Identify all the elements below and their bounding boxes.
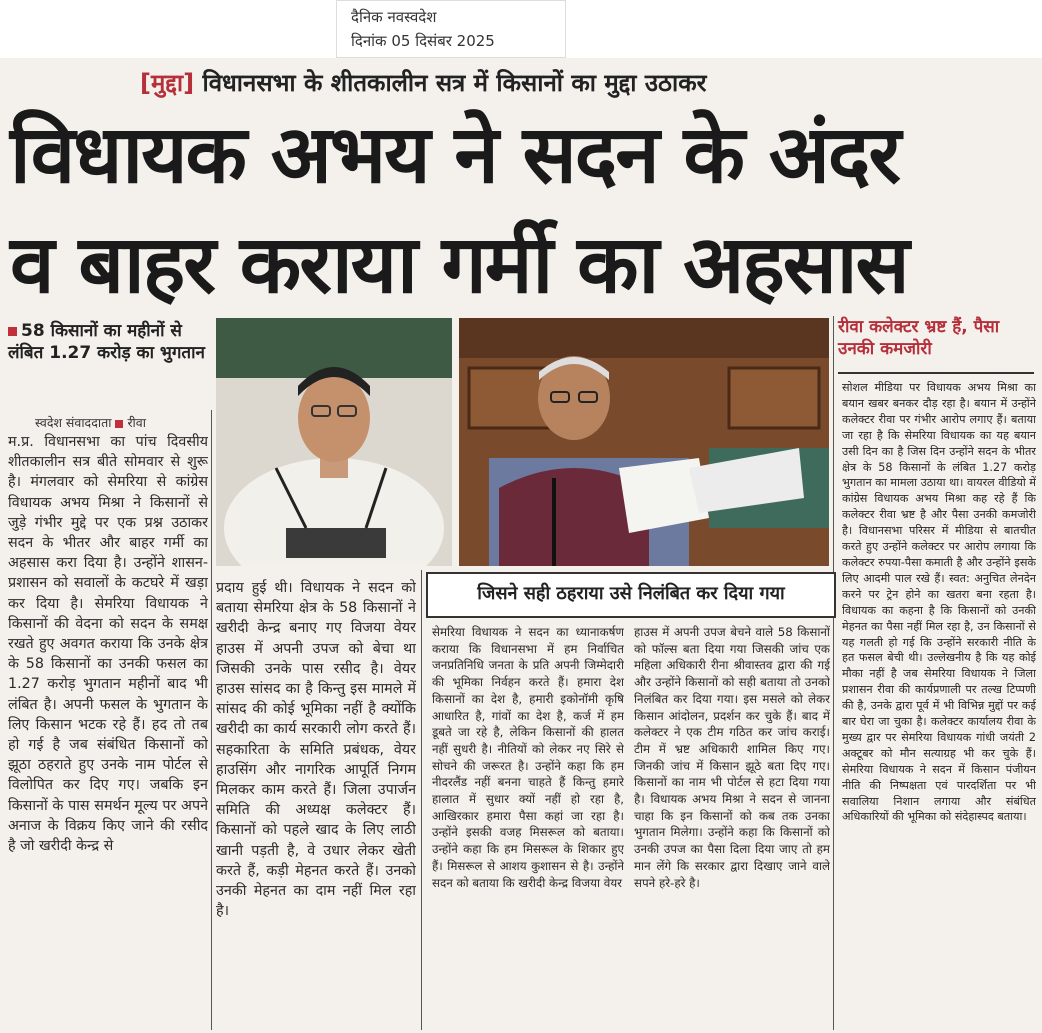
photo-legislator-portrait <box>216 318 452 566</box>
clipping-date: दिनांक 05 दिसंबर 2025 <box>351 32 495 50</box>
article-headline <box>10 100 1035 320</box>
box-story-column-1: सेमरिया विधायक ने सदन का ध्यानाकर्षण कराया कि विधानसभा में हम निर्वाचित जनप्रतिनिधि जनता के प्रति अपनी जिम्मेदारी की भूमिका निर्वहन करते हैं। हमारा देश किसानों का देश है, हमारी इकोनॉमी कृषि आधारित है, गांवों का देश है, कर्ज में हम डूबते जा रहे है, लेकिन किसानों की हालत नहीं सुधरी है। नीतियों को लेकर नए सिरे से सोचने की जरूरत है। उन्होंने कहा कि हम नीदरलैंड नहीं बनना चाहते हैं किन्तु हमारे हालात में सुधार क्यों नहीं हो रहा है, आखिरकार हमारा पैसा कहां जा रहा है। उन्होंने इसकी वजह मिसरूल को बताया। उन्होंने कहा कि हम मिसरूल के शिकार हुए हैं। मिसरूल से आशय कुशासन से है। उन्होंने सदन को बताया कि खरीदी केन्द्र विजया वेयर <box>432 625 624 890</box>
red-bullet-icon <box>115 420 123 428</box>
column-divider <box>833 316 834 1030</box>
article-column-2: प्रदाय हुई थी। विधायक ने सदन को बताया सेमरिया क्षेत्र के 58 किसानों ने खरीदी केन्द्र बनाए गए विजया वेयर हाउस में अपनी उपज को बेचा था जिसकी उनके पास रसीद है। वेयर हाउस सांसद का है किन्तु इस मामले में सांसद की कोई भूमिका नहीं है क्योंकि खरीदी का कार्य सरकारी लोग करते हैं। सहकारिता के समिति प्रबंधक, वेयर हाउसिंग और नागरिक आपूर्ति निगम मिलकर काम करते हैं। जिला उपार्जन समिति की अध्यक्ष कलेक्टर हैं। किसानों को पहले खाद के लिए लाठी खानी पड़ती है, वे उधार लेकर खेती करते हैं, कड़ी मेहनत करते हैं। उनको उनकी मेहनत का दाम नहीं मिल रहा है। <box>216 580 416 920</box>
red-bullet-icon <box>8 327 17 336</box>
byline <box>35 414 215 431</box>
box-story-column-2: हाउस में अपनी उपज बेचने वाले 58 किसानों को फॉल्स बता दिया गया जिसकी जांच एक महिला अधिकारी रीना श्रीवास्तव द्वारा की गई और उन्होंने किसानों को सही बताया तो उनको निलंबित कर दिया गया। इस मसले को लेकर किसान आंदोलन, प्रदर्शन कर चुके हैं। बाद में कलेक्टर ने एक टीम गठित कर जांच कराई। टीम में भ्रष्ट अधिकारी शामिल किए गए। जिनकी जांच में किसान झूठे बता दिए गए। किसानों का नाम भी पोर्टल से हटा दिया गया है। विधायक अभय मिश्रा ने सदन से जानना चाहा कि इन किसानों को कब तक उनका भुगतान मिलेगा। उन्होंने कहा कि किसानों को उनकी उपज का पैसा दिला दिया जाए तो हम मान लेंगे कि सरकार द्वारा दिखाए जाने वाले सपने हरे-हरे है। <box>634 625 830 890</box>
article-kicker <box>140 66 1020 99</box>
headline-line-2: व बाहर कराया गर्मी का अहसास <box>10 218 908 311</box>
portrait-illustration <box>216 318 452 566</box>
column-divider <box>421 570 422 1030</box>
byline-place: रीवा <box>127 415 146 430</box>
headline-line-1: विधायक अभय ने सदन के अंदर <box>10 108 900 201</box>
column-divider <box>211 410 212 1030</box>
article-column-1: म.प्र. विधानसभा का पांच दिवसीय शीतकालीन सत्र बीते सोमवार से शुरू है। मंगलवार को सेमरिया से कांग्रेस विधायक अभय मिश्रा ने किसानों से जुड़े गंभीर मुद्दे पर एक प्रश्न उठाकर सदन के भीतर और बाहर गर्मी का अहसास करा दिया है। उन्होंने शासन-प्रशासन को सवालों के कटघरे में खड़ा कर दिया है। सेमरिया विधायक ने किसानों की वेदना को सदन के समक्ष रखते हुए अवगत कराया कि उनके क्षेत्र के 58 किसानों का उनकी फसल का 1.27 करोड़ भुगतान महीनों बाद भी लंबित है। अपनी फसल के भुगतान के लिए किसान भटक रहे हैं। हद तो तब हो गई है जब संबंधित किसानों को झूठा ठहराते हुए उनके नाम पोर्टल से विलोपित कर दिए गए। जबकि इन किसानों के पास समर्थन मूल्य पर अपने अनाज के विक्रय किए जाने की रसीद है जो खरीदी केन्द्र से <box>8 434 208 855</box>
assembly-illustration <box>459 318 829 566</box>
side-story-text: सोशल मीडिया पर विधायक अभय मिश्रा का बयान खबर बनकर दौड़ रहा है। बयान में उन्होंने कलेक्टर रीवा पर गंभीर आरोप लगाए हैं। बताया जा रहा है कि सेमरिया विधायक का यह बयान उसी दिन का है जिस दिन उन्होंने सदन के भीतर क्षेत्र के 58 किसानों के लंबित 1.27 करोड़ भुगतान का मामला उठाया था। वायरल वीडियो में कांग्रेस विधायक अभय मिश्रा कह रहे हैं कि कलेक्टर रीवा भ्रष्ट है और पैसा उनकी कमजोरी है। विधानसभा परिसर में मीडिया से बातचीत करते हुए उन्होंने कलेक्टर पर आरोप लगाया कि कलेक्टर रुपया-पैसा कमाती है और उन्होंने इसके लिए आदमी पाल रखे हैं। स्वत: अनुचित लेनदेन करने पर ट्रेन होने का खतरा बना रहता है। विधायक का कहना है कि किसानों को उनकी मेहनत का पैसा नहीं मिल रहा है, उन किसानों से यह गलती हो गई कि उन्होंने सरकारी नीति के हत फसल बेची थी। उल्लेखनीय है कि यह कोई मौका नहीं है जब सेमरिया विधायक ने जिला प्रशासन रीवा की कार्यप्रणाली पर तल्ख टिप्पणी की है, उनके द्वारा पूर्व में भी विभिन्न मुद्दों पर कई बार घेरा जा चुका है। कलेक्टर कार्यालय रीवा के मुख्य द्वार पर सेमरिया विधायक गांधी जयंती 2 अक्टूबर को मौन सत्याग्रह भी कर चुके हैं। सेमरिया विधायक ने सदन में किसान पंजीयन नीति की निष्पक्षता एवं पारदर्शिता पर भी सवालिया निशान लगाया और संबंधित अधिकारियों की भूमिका को संदेहास्पद बताया। <box>842 381 1036 824</box>
clipping-label <box>336 0 566 58</box>
side-story-heading: रीवा कलेक्टर भ्रष्ट हैं, पैसा उनकी कमजोरी <box>838 316 1034 374</box>
subheadline: 58 किसानों का महीनों से लंबित 1.27 करोड़ का भुगतान <box>8 321 205 363</box>
box-story-heading: जिसने सही ठहराया उसे निलंबित कर दिया गया <box>426 572 836 618</box>
newspaper-name: दैनिक नवस्वदेश <box>351 8 437 26</box>
byline-author: स्वदेश संवाददाता <box>35 415 112 430</box>
kicker-text: विधानसभा के शीतकालीन सत्र में किसानों का मुद्दा उठाकर <box>202 69 707 97</box>
photo-legislator-in-assembly <box>459 318 829 566</box>
kicker-tag: [मुद्दा] <box>140 69 195 97</box>
